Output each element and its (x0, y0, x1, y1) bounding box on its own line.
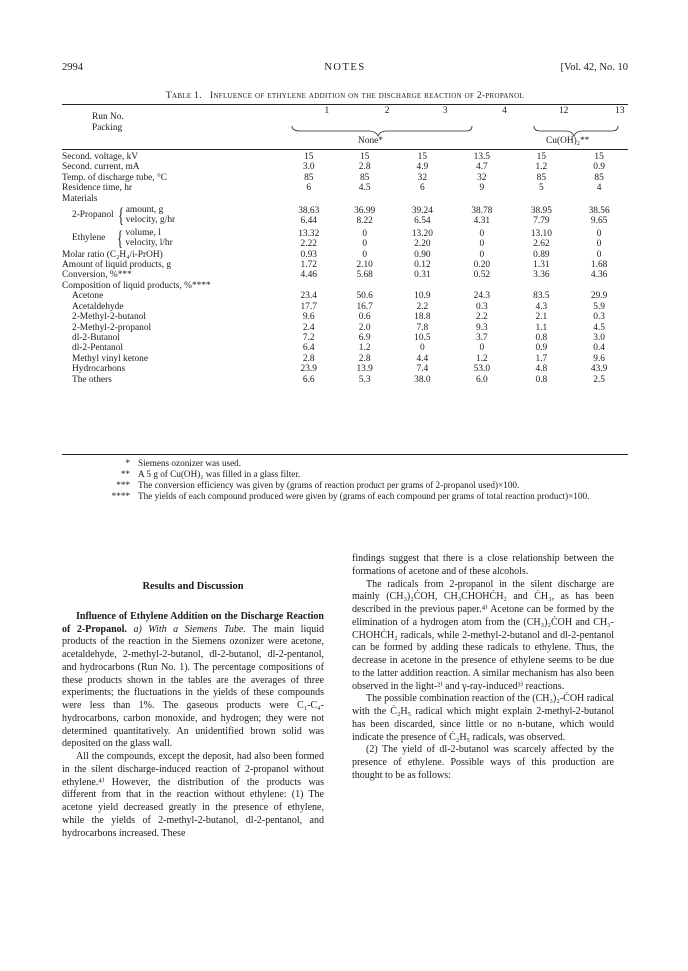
table-cell: 0.20 (473, 260, 491, 271)
paragraph-text: The main liquid products of the reaction in the Siemens ozonizer were acetone, acetaldehyde, 2-methyl-2-butanol, dl-2-butanol, dl-2-pentanol, and hydrocarbons (Run No. 1). The percentage compositions of these products shown in the tables are the averages of three experiments; the fluctuations in the yields of these compounds were less than 1%. The gaseous products were C₁-C₄-hydrocarbons, carbon monoxide, and hydrogen; they were not determined quantitatively. An unidentified brown solid was deposited on the glass wall. (62, 623, 325, 750)
table-cell: 18.8 (414, 312, 431, 323)
table-row (62, 302, 628, 312)
table-cell: 0 (596, 239, 602, 250)
table-cell: 0.3 (476, 301, 488, 312)
table-cell: 23.4 (300, 291, 317, 302)
table-cell: 43.9 (590, 364, 608, 375)
table-cell: 0 (479, 343, 485, 354)
table-cell: 2.22 (300, 239, 317, 250)
table-cell: 0.12 (414, 260, 431, 271)
table-cell: 4.46 (300, 270, 317, 281)
table-cell: 0.31 (414, 270, 431, 281)
table-cell: 0 (362, 239, 367, 250)
footnote (96, 491, 616, 502)
left-column (62, 553, 324, 840)
right-paragraph-1: findings suggest that there is a close relationship between the formations of acetone and of these alcohols. (352, 553, 614, 577)
table-cell: 17.7 (300, 301, 317, 312)
table-cell: 6.4 (302, 343, 315, 354)
table-cell: 7.2 (302, 332, 315, 343)
table-cell: 0 (420, 343, 425, 354)
table-row (62, 343, 628, 353)
run-number: 12 (558, 106, 569, 116)
table-cell: 0 (479, 249, 485, 260)
table-cell: 38.0 (414, 374, 431, 385)
propanol-label: 2-Propanol (72, 210, 114, 221)
table-cell-pair (570, 227, 628, 250)
table-cell: 7.79 (533, 216, 550, 227)
table-cell: 0.4 (593, 343, 605, 354)
table-cell: 53.0 (473, 364, 491, 375)
propanol-sub-amount: amount, g (125, 205, 164, 216)
table-cell: 1.7 (535, 353, 548, 364)
table-cell: 2.8 (302, 353, 315, 364)
table-cell-pair (451, 227, 512, 250)
table-cell: 13.20 (411, 228, 433, 239)
table-cell: 0.9 (535, 343, 548, 354)
table-cell: 2.0 (358, 322, 371, 333)
table-cell: 29.9 (590, 291, 608, 302)
row-label: 2-Methyl-2-butanol (72, 312, 146, 323)
running-title: NOTES (324, 62, 366, 73)
table-cell: 15 (594, 152, 604, 162)
table-row (62, 260, 628, 270)
row-label: Molar ratio (C₂H₄/i-PrOH) (62, 249, 163, 260)
table-cell-pair (394, 204, 452, 227)
row-label: Residence time, hr (62, 183, 133, 194)
propanol-group (62, 204, 282, 227)
table-row (62, 270, 628, 280)
table-row (62, 323, 628, 333)
table-cell: 0.90 (414, 249, 431, 260)
table-cell-pair (282, 227, 336, 250)
table-cell: 9.3 (476, 322, 488, 333)
table-cell: 4.8 (535, 364, 548, 375)
table-cell: 0.8 (535, 374, 548, 385)
table-cell: 0 (596, 228, 602, 239)
table-cell: 0.52 (473, 270, 491, 281)
table-cell: 0 (596, 249, 602, 260)
results-table-body (62, 152, 628, 385)
footnote-mark: *** (116, 480, 130, 490)
table-cell: 15 (536, 152, 547, 162)
footnote-mark: * (125, 458, 130, 468)
table-row (62, 152, 628, 162)
table-cell-pair (513, 204, 571, 227)
table-cell: 50.6 (356, 291, 373, 302)
footnote (96, 480, 616, 491)
table-cell: 3.7 (476, 332, 488, 343)
table-cell: 5 (539, 183, 544, 194)
table-head-run-row (62, 106, 628, 123)
footnote (96, 469, 616, 480)
table-cell: 15 (304, 152, 314, 162)
head-run-label: Run No. (92, 112, 124, 122)
table-cell: 4.5 (358, 183, 371, 194)
table-cell: 0.8 (535, 332, 548, 343)
table-cell: 5.68 (356, 270, 373, 281)
propanol-subitems (126, 205, 175, 226)
table-cell: 85 (359, 172, 370, 183)
table-cell: 13.5 (473, 152, 491, 162)
table-cell: 1.2 (358, 343, 371, 354)
group-label-cu: Cu(OH)₂** (546, 136, 590, 146)
table-row (62, 333, 628, 343)
table-cell: 0.6 (358, 312, 371, 323)
table-cell: 32 (477, 172, 487, 183)
table-cell: 1.72 (300, 260, 317, 271)
row-label: Acetone (72, 291, 104, 302)
footnote-mark: **** (111, 491, 130, 501)
subsection-title: Influence of Ethylene Addition on the Discharge Reaction of 2-Propanol. (62, 610, 324, 635)
table-cell: 0.9 (593, 162, 605, 173)
table-cell: 83.5 (533, 291, 550, 302)
table-row (62, 312, 628, 322)
table-cell: 4.4 (416, 353, 429, 364)
table-row (62, 281, 628, 291)
page-number: 2994 (62, 62, 83, 73)
table-cell: 23.9 (300, 364, 317, 375)
ethylene-label: Ethylene (72, 233, 106, 244)
table-cell-pair (282, 204, 336, 227)
materials-label: Materials (62, 193, 98, 204)
table-cell: 2.20 (414, 239, 431, 250)
table-cell: 1.2 (476, 353, 488, 364)
table-cell: 1.68 (590, 260, 608, 271)
row-label: dl-2-Pentanol (72, 343, 124, 354)
table-cell: 85 (536, 172, 547, 183)
table-cell: 2.8 (358, 353, 371, 364)
table-cell: 5.3 (358, 374, 371, 385)
table-cell: 9.65 (590, 216, 608, 227)
row-label: 2-Methyl-2-propanol (72, 322, 152, 333)
table-cell: 0.93 (300, 249, 317, 260)
table-head-rule (62, 149, 628, 150)
table-cell: 1.1 (535, 322, 548, 333)
left-paragraph-2: All the compounds, except the deposit, had also been formed in the silent discharge-induced reaction of 2-propanol without ethylene.⁴⁾ However, the distribution of the products was different from that in the reaction without ethylene: (1) The acetone yield decreased greatly in the presence of ethylene, while the yields of 2-methyl-2-butanol, dl-2-pentanol, and hydrocarbons increased. These (62, 751, 324, 839)
table-cell: 6.6 (302, 374, 315, 385)
table-cell: 38.78 (471, 206, 493, 217)
table-cell: 2.2 (416, 301, 429, 312)
table-row (62, 375, 628, 385)
section-title: Results and Discussion (142, 581, 244, 592)
table-cell: 0 (362, 228, 367, 239)
ethylene-sub-velocity: velocity, l/hr (125, 238, 173, 249)
table-cell: 85 (304, 172, 314, 183)
footnote-text: Siemens ozonizer was used. (138, 458, 242, 468)
table-row (62, 364, 628, 374)
table-cell-pair (513, 227, 571, 250)
row-label: Acetaldehyde (72, 301, 124, 312)
table-cell: 0 (479, 228, 485, 239)
table-cell: 15 (359, 152, 370, 162)
table-cell: 32 (417, 172, 428, 183)
table-cell: 9.6 (593, 353, 605, 364)
subsection-marker: a) With a Siemens Tube. (133, 623, 246, 635)
table-cell: 1.2 (535, 162, 548, 173)
table-cell: 16.7 (356, 301, 373, 312)
footnote-text: A 5 g of Cu(OH)₂ was filled in a glass filter. (138, 469, 301, 479)
ethylene-group (62, 227, 282, 250)
table-cell-pair (336, 204, 394, 227)
table-cell: 4.5 (593, 322, 605, 333)
table-cell: 13.32 (298, 228, 320, 239)
volume-info: [Vol. 42, No. 10 (560, 62, 628, 73)
row-label: Methyl vinyl ketone (72, 353, 149, 364)
table-bottom-rule (62, 454, 628, 455)
table-cell-pair (570, 204, 628, 227)
table-row (62, 162, 628, 172)
ethylene-subitems (125, 228, 172, 249)
footnote-mark: ** (120, 469, 130, 479)
run-number: 3 (442, 106, 448, 116)
table-cell: 7.4 (416, 364, 429, 375)
table-cell: 3.0 (302, 162, 315, 173)
table-cell: 36.99 (354, 206, 376, 217)
table-row (62, 173, 628, 183)
table-cell: 8.22 (356, 216, 373, 227)
table-cell: 4.31 (473, 216, 491, 227)
table-cell: 38.56 (588, 206, 610, 217)
right-paragraph-3: The possible combination reaction of the (CH₃)₂-ĊOH radical with the Ċ₂H₅ radical which might explain 2-methyl-2-butanol has been discarded, since little or no n-butane, which would indicate the presence of Ċ₂H₅ radicals, was observed. (352, 693, 614, 743)
table-cell: 0.89 (533, 249, 550, 260)
table-cell: 10.9 (414, 291, 431, 302)
table-cell: 6.44 (300, 216, 317, 227)
table-cell: 2.8 (358, 162, 371, 173)
table-caption-text: Influence of ethylene addition on the discharge reaction of 2-propanol (209, 91, 525, 101)
table-cell: 38.95 (530, 206, 552, 217)
table-cell: 13.9 (356, 364, 373, 375)
table-cell: 13.10 (530, 228, 552, 239)
run-number: 1 (324, 106, 330, 116)
composition-label: Composition of liquid products, %**** (62, 280, 211, 291)
table-cell: 3.0 (593, 332, 605, 343)
table-caption-label: Table 1. (165, 91, 202, 101)
left-brace: { (117, 203, 124, 228)
results-table (62, 106, 628, 147)
table-cell: 9 (479, 183, 485, 194)
table-cell: 3.36 (533, 270, 550, 281)
run-number: 4 (502, 106, 507, 116)
table-row (62, 354, 628, 364)
table-cell-pair (394, 227, 452, 250)
row-label: Amount of liquid products, g (62, 260, 172, 271)
table-cell-pair (451, 204, 512, 227)
table-cell: 6.0 (476, 374, 488, 385)
table-row (62, 291, 628, 301)
table-cell: 0 (362, 249, 367, 260)
group-label-none: None* (358, 136, 383, 146)
table-row (62, 250, 628, 260)
table-cell: 5.9 (593, 301, 605, 312)
table-cell: 9.6 (302, 312, 315, 323)
table-row (62, 204, 628, 227)
table-cell: 4.7 (476, 162, 488, 173)
table-cell: 24.3 (473, 291, 491, 302)
table-cell: 85 (594, 172, 604, 183)
table-cell: 6 (306, 183, 312, 194)
footnote (96, 458, 616, 469)
row-label: The others (72, 374, 112, 385)
table-row (62, 227, 628, 250)
table-head-packing-row (62, 123, 628, 147)
table-cell: 2.4 (302, 322, 315, 333)
table-cell: 4.36 (590, 270, 608, 281)
run-number: 13 (615, 106, 625, 116)
table-cell: 2.2 (476, 312, 488, 323)
table-cell: 2.5 (593, 374, 605, 385)
table-cell: 6.9 (358, 332, 371, 343)
table-cell: 15 (417, 152, 428, 162)
right-column (352, 553, 614, 783)
table-cell: 7.8 (416, 322, 429, 333)
ethylene-sub-volume: volume, l (125, 227, 161, 238)
table-cell: 2.62 (533, 239, 550, 250)
table-cell: 10.5 (414, 332, 431, 343)
table-cell: 0.3 (593, 312, 605, 323)
table-cell: 38.63 (298, 206, 320, 217)
row-label: Temp. of discharge tube, °C (62, 172, 167, 183)
table-cell: 4.9 (416, 162, 429, 173)
head-packing-label: Packing (92, 123, 123, 133)
footnote-text: The yields of each compound produced were given by (grams of each compound per grams of total reaction product)×100. (138, 491, 590, 501)
table-cell: 4 (596, 183, 602, 194)
footnote-text: The conversion efficiency was given by (grams of reaction product per grams of 2-propanol used)×100. (138, 480, 520, 490)
right-paragraph-4: (2) The yield of dl-2-butanol was scarcely affected by the presence of ethylene. Possible ways of this production are thought to be as follows: (352, 744, 614, 781)
row-label: Conversion, %*** (62, 270, 132, 281)
row-label: Second. voltage, kV (62, 152, 139, 162)
table-cell: 6.54 (414, 216, 431, 227)
propanol-sub-velocity: velocity, g/hr (125, 215, 176, 226)
table-cell: 1.31 (533, 260, 550, 271)
run-number: 2 (384, 106, 390, 116)
right-paragraph-2: The radicals from 2-propanol in the silent discharge are mainly (CH₃)₂ĊOH, CH₃CHOHĊH₂ and ĊH₃, as has been described in the previous paper.⁴⁾ Acetone can be formed by the elimination of a hydrogen atom from the (CH₃)₂ĊOH and CH₃-CHOHĊH₂ radicals, while 2-methyl-2-butanol and dl-2-pentanol can be formed by adding these radicals to ethylene. Thus, the decrease in acetone in the presence of ethylene seems to be due to the latter addition reaction. A similar mechanism has also been observed in the light-²⁾ and γ-ray-induced³⁾ reactions. (352, 578, 614, 692)
table-row (62, 194, 628, 204)
left-paragraph-1 (62, 611, 324, 751)
row-label: dl-2-Butanol (72, 332, 120, 343)
row-label: Second. current, mA (62, 162, 140, 173)
table-footnotes (96, 458, 616, 502)
table-cell: 0 (479, 239, 485, 250)
table-cell: 6 (420, 183, 425, 194)
table-cell: 2.1 (535, 312, 548, 323)
table-cell-pair (336, 227, 394, 250)
table-cell: 2.10 (356, 260, 373, 271)
row-label: Hydrocarbons (72, 364, 126, 375)
table-cell: 39.24 (411, 206, 433, 217)
left-brace: { (117, 226, 124, 251)
table-cell: 4.3 (535, 301, 548, 312)
table-row (62, 183, 628, 193)
